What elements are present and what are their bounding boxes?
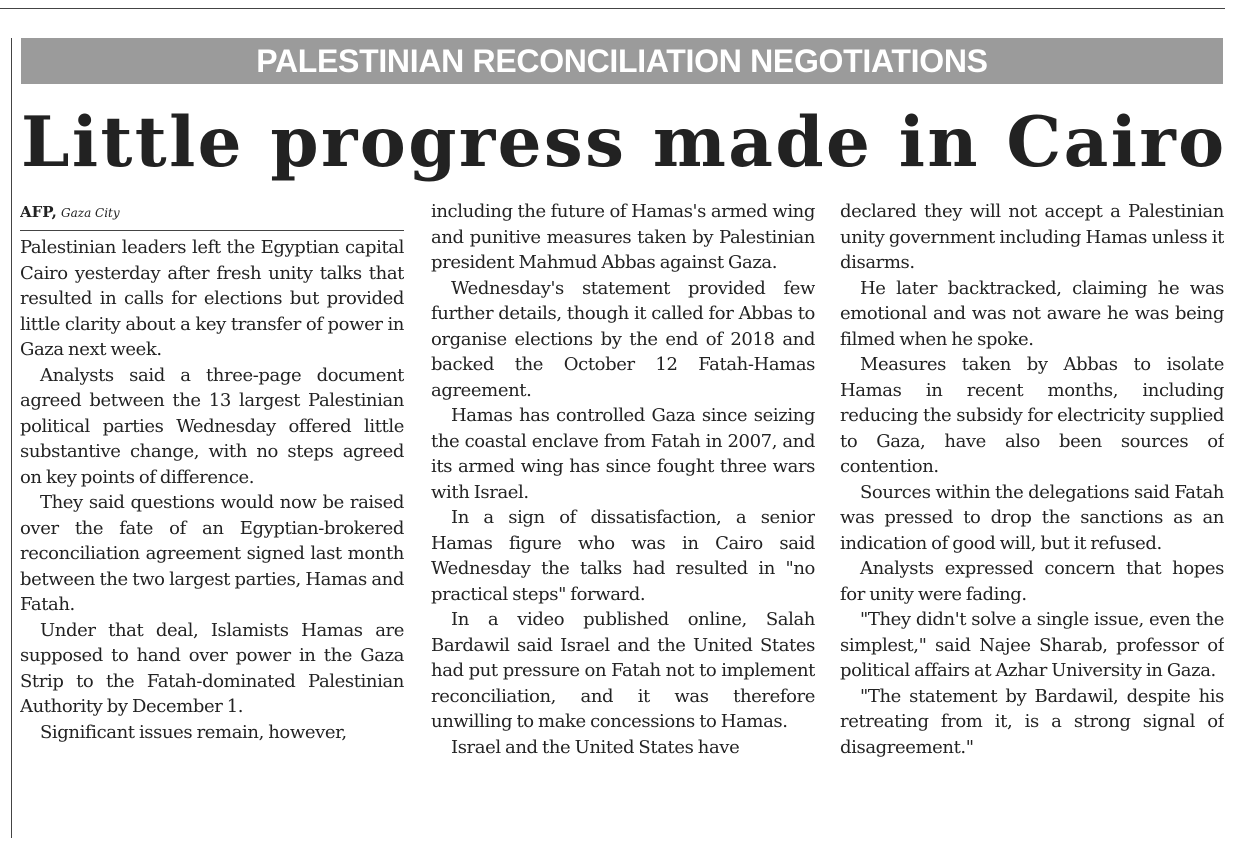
article-column-2	[431, 199, 815, 839]
paragraph: including the future of Hamas's armed wing and punitive measures taken by Palestinian president Mahmud Abbas against Gaza.	[431, 201, 815, 273]
paragraph: Significant issues remain, however,	[40, 721, 347, 743]
paragraph: Sources within the delegations said Fatah was pressed to drop the sanctions as an indication of good will, but it refused.	[840, 481, 1224, 554]
paragraph: "The statement by Bardawil, despite his retreating from it, is a strong signal of disagreement."	[840, 685, 1224, 758]
paragraph: In a sign of dissatisfaction, a senior Hamas figure who was in Cairo said Wednesday the talks had resulted in "no practical steps" forward.	[431, 507, 815, 605]
paragraph: Analysts said a three-page document agreed between the 13 largest Palestinian political parties Wednesday offered little substantive change, with no steps agreed on key points of difference.	[20, 364, 404, 488]
paragraph: In a video published online, Salah Bardawil said Israel and the United States had put pressure on Fatah not to implement reconciliation, and it was therefore unwilling to make concessions to Hamas.	[431, 609, 815, 732]
paragraph: declared they will not accept a Palestinian unity government including Hamas unless it disarms.	[840, 201, 1224, 273]
byline-agency: AFP,	[20, 203, 57, 221]
article-column-3	[840, 199, 1224, 839]
headline: Little progress made in Cairo	[21, 102, 1227, 183]
paragraph: Palestinian leaders left the Egyptian capital Cairo yesterday after fresh unity talks that resulted in calls for elections but provided little clarity about a key transfer of power in Gaza next week.	[20, 237, 404, 360]
column-rule-left	[11, 38, 12, 838]
paragraph: Analysts expressed concern that hopes for unity were fading.	[840, 558, 1224, 605]
paragraph: Wednesday's statement provided few further details, though it called for Abbas to organise elections by the end of 2018 and backed the October 12 Fatah-Hamas agreement.	[431, 277, 815, 401]
paragraph: Under that deal, Islamists Hamas are supposed to hand over power in the Gaza Strip to the Fatah-dominated Palestinian Authority by December 1.	[20, 619, 404, 717]
article-column-1	[20, 198, 404, 838]
paragraph: Measures taken by Abbas to isolate Hamas in recent months, including reducing the subsidy for electricity supplied to Gaza, have also been sources of contention.	[840, 354, 1224, 477]
section-kicker: PALESTINIAN RECONCILIATION NEGOTIATIONS	[21, 38, 1223, 84]
paragraph: They said questions would now be raised over the fate of an Egyptian-brokered reconciliation agreement signed last month between the two largest parties, Hamas and Fatah.	[20, 492, 404, 615]
byline	[20, 200, 404, 231]
paragraph: Hamas has controlled Gaza since seizing the coastal enclave from Fatah in 2007, and its armed wing has since fought three wars with Israel.	[431, 405, 815, 503]
paragraph: He later backtracked, claiming he was emotional and was not aware he was being filmed when he spoke.	[840, 277, 1224, 350]
paragraph: Israel and the United States have	[451, 736, 740, 758]
paragraph: "They didn't solve a single issue, even the simplest," said Najee Sharab, professor of political affairs at Azhar University in Gaza.	[840, 609, 1224, 681]
byline-place: Gaza City	[61, 206, 120, 220]
top-rule	[0, 8, 1225, 9]
